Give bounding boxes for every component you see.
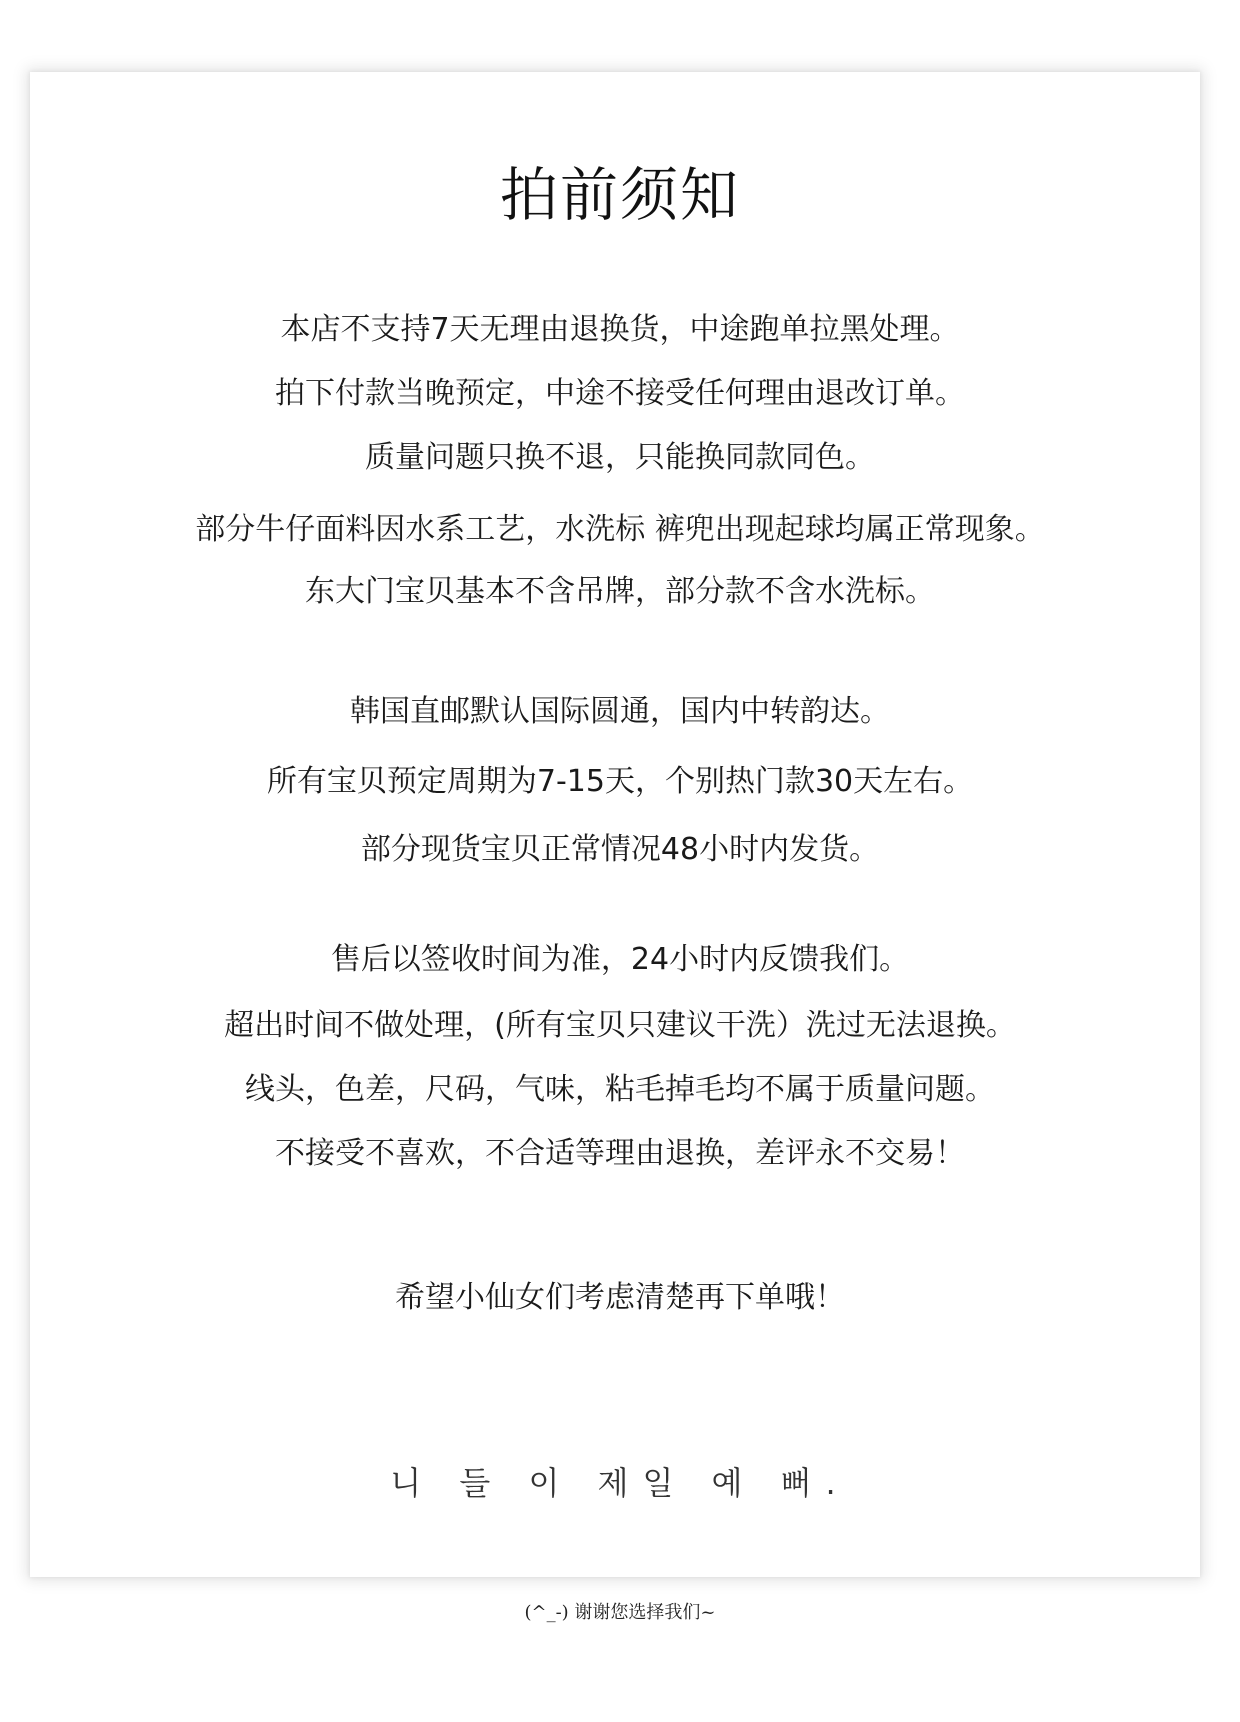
notice-paper xyxy=(30,72,1200,1577)
footer-thanks: (^_-) 谢谢您选择我们~ xyxy=(524,1602,716,1623)
aftersale-line: 超出时间不做处理，(所有宝贝只建议干洗）洗过无法退换。 xyxy=(224,1008,1016,1043)
notice-line: 部分牛仔面料因水系工艺，水洗标 裤兜出现起球均属正常现象。 xyxy=(195,512,1045,547)
notice-line: 东大门宝贝基本不含吊牌，部分款不含水洗标。 xyxy=(305,574,935,609)
shipping-line: 韩国直邮默认国际圆通，国内中转韵达。 xyxy=(350,694,890,729)
aftersale-line: 线头，色差，尺码，气味，粘毛掉毛均不属于质量问题。 xyxy=(245,1072,995,1107)
aftersale-line: 售后以签收时间为准，24小时内反馈我们。 xyxy=(330,942,910,977)
notice-line: 质量问题只换不退，只能换同款同色。 xyxy=(365,440,875,475)
closing-line: 希望小仙女们考虑清楚再下单哦！ xyxy=(395,1280,845,1315)
shipping-line: 部分现货宝贝正常情况48小时内发货。 xyxy=(360,832,880,867)
notice-line: 本店不支持7天无理由退换货，中途跑单拉黑处理。 xyxy=(280,312,960,347)
page-title: 拍前须知 xyxy=(499,161,740,229)
shipping-line: 所有宝贝预定周期为7-15天，个别热门款30天左右。 xyxy=(266,764,974,799)
notice-line: 拍下付款当晚预定，中途不接受任何理由退改订单。 xyxy=(275,376,965,411)
korean-message: 니 들 이 제일 예 뻐. xyxy=(390,1464,850,1502)
aftersale-line: 不接受不喜欢，不合适等理由退换，差评永不交易！ xyxy=(275,1136,965,1171)
